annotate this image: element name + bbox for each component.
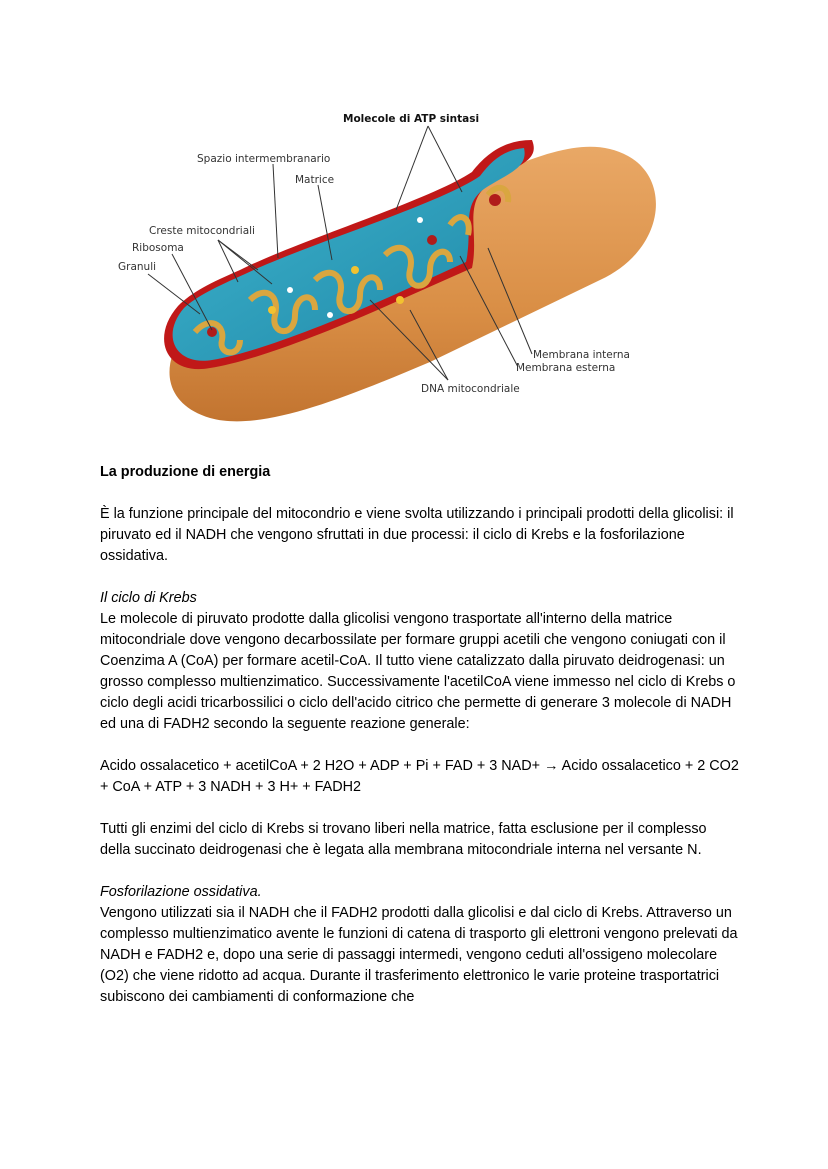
krebs-subtitle: Il ciclo di Krebs [100,590,197,606]
krebs-paragraph: Le molecole di piruvato prodotte dalla glicolisi vengono trasportate all'interno della matrice mitocondriale dove vengono decarbossilate per formare gruppi acetili che vengono coniugati con il Coenzima A (CoA) per formare acetil-CoA. Il tutto viene catalizzato dalla piruvato deidrogenasi: un grosso complesso multienzimatico. Successivamente l'acetilCoA viene immesso nel ciclo di Krebs o ciclo degli acidi tricarbossilici o ciclo dell'acido citrico che permette di generare 3 molecole di NADH ed una di FADH2 secondo la seguente reazione generale: [100,611,736,732]
mitochondrion-illustration [100,100,680,430]
label-intermembrane-space: Spazio intermembranario [197,153,331,165]
label-granules: Granuli [118,261,157,273]
intro-paragraph: È la funzione principale del mitocondrio e viene svolta utilizzando i principali prodotti della glicolisi: il piruvato ed il NADH che vengono sfruttati in due processi: il ciclo di Krebs e la fosforilazione ossidativa. [100,506,734,564]
oxphos-subtitle: Fosforilazione ossidativa. [100,884,262,900]
label-outer-membrane: Membrana esterna [516,362,616,374]
label-matrix: Matrice [295,174,335,186]
reaction-equation: Acido ossalacetico + acetilCoA + 2 H2O + ADP + Pi + FAD + 3 NAD+ → Acido ossalacetico + 2 CO2 + CoA + ATP + 3 NADH + 3 H+ + FADH2 [100,758,739,795]
label-atp-synthase: Molecole di ATP sintasi [343,113,480,125]
label-mitochondrial-dna: DNA mitocondriale [421,383,520,395]
mitochondrion-diagram [100,100,680,430]
oxphos-section [100,882,740,1008]
label-cristae: Creste mitocondriali [149,225,255,237]
label-inner-membrane: Membrana interna [533,349,630,361]
label-ribosome: Ribosoma [132,242,184,254]
section-title: La produzione di energia [100,464,271,480]
enzymes-paragraph: Tutti gli enzimi del ciclo di Krebs si trovano liberi nella matrice, fatta esclusione per il complesso della succinato deidrogenasi che è legata alla membrana mitocondriale interna nel versante N. [100,821,707,858]
krebs-section [100,588,740,735]
oxphos-paragraph: Vengono utilizzati sia il NADH che il FADH2 prodotti dalla glicolisi e dal ciclo di Krebs. Attraverso un complesso multienzimatico avente le funzioni di catena di trasporto gli elettroni vengono prelevati da NADH e FADH2 e, dopo una serie di passaggi intermedi, vengono ceduti all'ossigeno molecolare (O2) che viene ridotto ad acqua. Durante il trasferimento elettronico le varie proteine trasportatrici subiscono dei cambiamenti di conformazione che [100,905,738,1005]
document-body [100,462,740,1008]
